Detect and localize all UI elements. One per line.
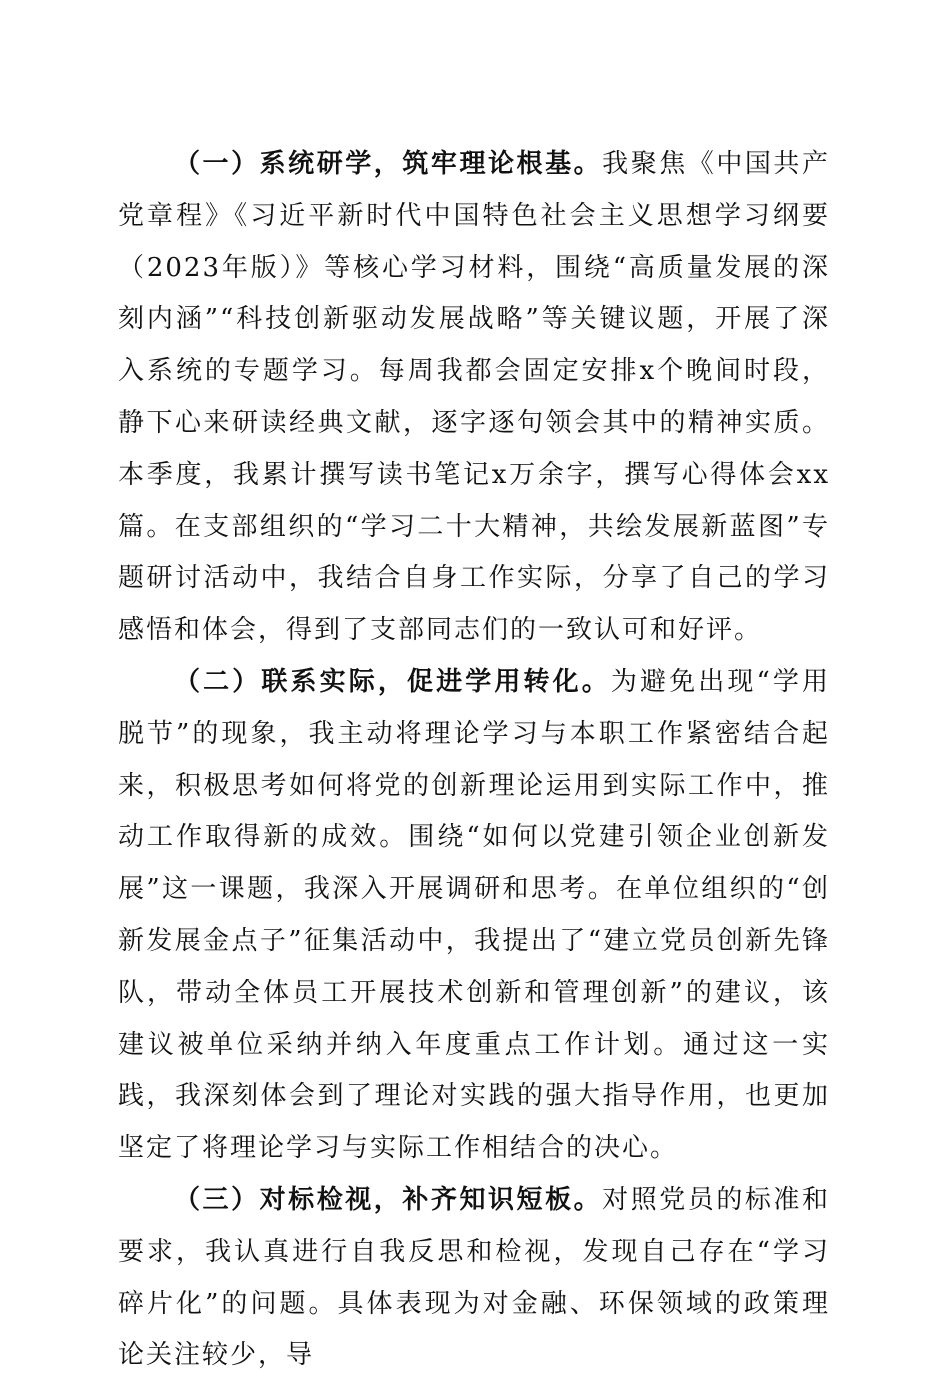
- paragraph-1-body: 我聚焦《中国共产党章程》《习近平新时代中国特色社会主义思想学习纲要（2023年版）》等核心学习材料，围绕“高质量发展的深刻内涵”“科技创新驱动发展战略”等关键议题，开展了深入系统的专题学习。每周我都会固定安排x个晚间时段，静下心来研读经典文献，逐字逐句领会其中的精神实质。本季度，我累计撰写读书笔记x万余字，撰写心得体会xx篇。在支部组织的“学习二十大精神，共绘发展新蓝图”专题研讨活动中，我结合自身工作实际，分享了自己的学习感悟和体会，得到了支部同志们的一致认可和好评。: [118, 149, 830, 646]
- paragraph-3-heading: （三）对标检视，补齐知识短板。: [174, 1184, 603, 1215]
- document-page: [118, 139, 830, 1382]
- paragraph-2: [118, 657, 830, 1175]
- paragraph-2-body: 为避免出现“学用脱节”的现象，我主动将理论学习与本职工作紧密结合起来，积极思考如何将党的创新理论运用到实际工作中，推动工作取得新的成效。围绕“如何以党建引领企业创新发展”这一课题，我深入开展调研和思考。在单位组织的“创新发展金点子”征集活动中，我提出了“建立党员创新先锋队，带动全体员工开展技术创新和管理创新”的建议，该建议被单位采纳并纳入年度重点工作计划。通过这一实践，我深刻体会到了理论对实践的强大指导作用，也更加坚定了将理论学习与实际工作相结合的决心。: [118, 666, 830, 1164]
- paragraph-2-heading: （二）联系实际，促进学用转化。: [174, 666, 611, 697]
- paragraph-3: [118, 1175, 830, 1382]
- paragraph-1: [118, 139, 830, 657]
- paragraph-3-body: 对照党员的标准和要求，我认真进行自我反思和检视，发现自己存在“学习碎片化”的问题。具体表现为对金融、环保领域的政策理论关注较少，导: [118, 1184, 830, 1371]
- paragraph-1-heading: （一）系统研学，筑牢理论根基。: [174, 149, 603, 179]
